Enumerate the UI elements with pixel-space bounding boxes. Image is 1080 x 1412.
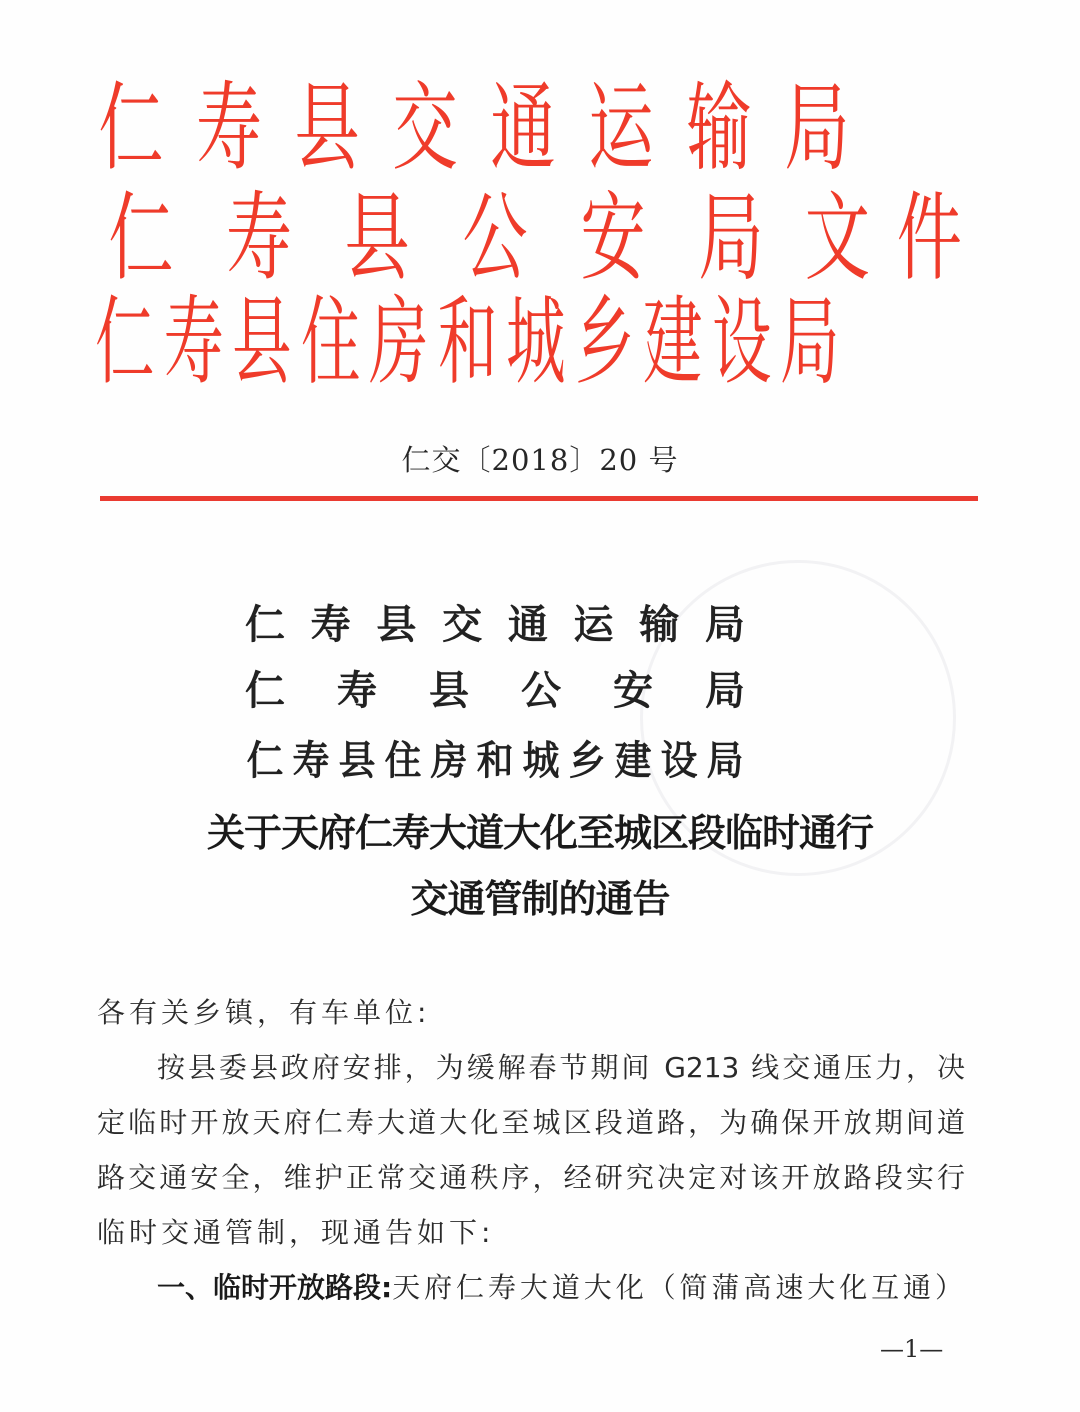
issuer-char: 县	[429, 666, 469, 714]
issuer-char: 局	[704, 600, 745, 648]
letterhead-row-housing-bureau	[82, 286, 840, 398]
issuer-char: 寿	[292, 736, 330, 784]
notice-subject-line-1: 关于天府仁寿大道大化至城区段临时通行	[206, 810, 873, 855]
issuer-char: 运	[573, 600, 614, 648]
letterhead-char: 局	[780, 286, 840, 398]
issuer-char: 仁	[245, 666, 285, 714]
issuer-char: 局	[706, 736, 744, 784]
issuer-char: 交	[442, 600, 483, 648]
letterhead-char: 局	[784, 72, 850, 184]
body-paragraph-line: 按县委县政府安排，为缓解春节期间 G213 线交通压力，决	[157, 1051, 965, 1084]
letterhead-char: 县	[294, 72, 360, 184]
letterhead-char: 县	[344, 182, 410, 294]
issuer-char: 城	[522, 736, 560, 784]
letterhead-char: 住	[300, 286, 361, 398]
section-1-heading: 一、临时开放路段:	[157, 1271, 393, 1304]
letterhead-char: 房	[369, 286, 429, 398]
letterhead-char: 通	[490, 72, 556, 184]
salutation: 各有关乡镇，有车单位:	[97, 996, 431, 1029]
issuer-char: 通	[507, 600, 548, 648]
issuer-char: 仁	[246, 736, 284, 784]
body-paragraph-line: 定临时开放天府仁寿大道大化至城区段道路，为确保开放期间道	[97, 1106, 965, 1139]
red-separator-line	[100, 496, 978, 501]
issuer-char: 县	[376, 600, 417, 648]
issuer-char: 局	[705, 666, 745, 714]
issuer-char: 寿	[310, 600, 351, 648]
letterhead-char: 局	[698, 182, 764, 294]
letterhead-char: 寿	[163, 286, 224, 398]
letterhead-row-transport-bureau	[82, 72, 866, 184]
issuer-char: 住	[384, 736, 422, 784]
section-1-line	[157, 1268, 965, 1308]
letterhead-char: 输	[686, 72, 752, 184]
letterhead-char: 乡	[574, 286, 635, 398]
body-paragraph-line: 临时交通管制，现通告如下:	[97, 1216, 495, 1249]
letterhead-document-suffix: 文	[804, 182, 870, 294]
issuer-char: 设	[660, 736, 698, 784]
page-number: —1—	[880, 1335, 944, 1363]
notice-subject-line-2: 交通管制的通告	[410, 876, 670, 921]
issuer-char: 仁	[245, 600, 285, 648]
issuer-char: 乡	[568, 736, 606, 784]
issuer-char: 输	[639, 600, 680, 648]
letterhead-row-public-security-bureau	[82, 182, 974, 294]
letterhead-char: 仁	[108, 182, 174, 294]
letterhead-char: 县	[232, 286, 292, 398]
letterhead-char: 仁	[98, 72, 164, 184]
letterhead-char: 仁	[95, 286, 155, 398]
letterhead-char: 建	[643, 286, 703, 398]
issuer-char: 寿	[337, 666, 377, 714]
letterhead-char: 寿	[226, 182, 292, 294]
letterhead-document-suffix: 件	[896, 182, 962, 294]
issuer-char: 安	[613, 666, 653, 714]
body-paragraph-line: 路交通安全，维护正常交通秩序，经研究决定对该开放路段实行	[97, 1161, 965, 1194]
letterhead-char: 交	[392, 72, 458, 184]
letterhead-char: 和	[437, 286, 498, 398]
document-number: 仁交〔2018〕20 号	[401, 443, 679, 477]
letterhead-char: 公	[462, 182, 528, 294]
section-1-text: 天府仁寿大道大化（简蒲高速大化互通）	[392, 1271, 965, 1304]
issuer-char: 建	[614, 736, 652, 784]
issuer-char: 县	[338, 736, 376, 784]
letterhead-char: 安	[580, 182, 646, 294]
issuer-public-security-bureau	[245, 662, 745, 712]
issuer-char: 房	[430, 736, 468, 784]
letterhead-char: 城	[506, 286, 566, 398]
issuer-char: 和	[476, 736, 514, 784]
issuer-transport-bureau	[245, 596, 745, 646]
letterhead-char: 运	[588, 72, 654, 184]
issuer-housing-bureau	[245, 732, 745, 782]
letterhead-char: 寿	[196, 72, 262, 184]
letterhead-char: 设	[711, 286, 772, 398]
issuer-char: 公	[521, 666, 561, 714]
